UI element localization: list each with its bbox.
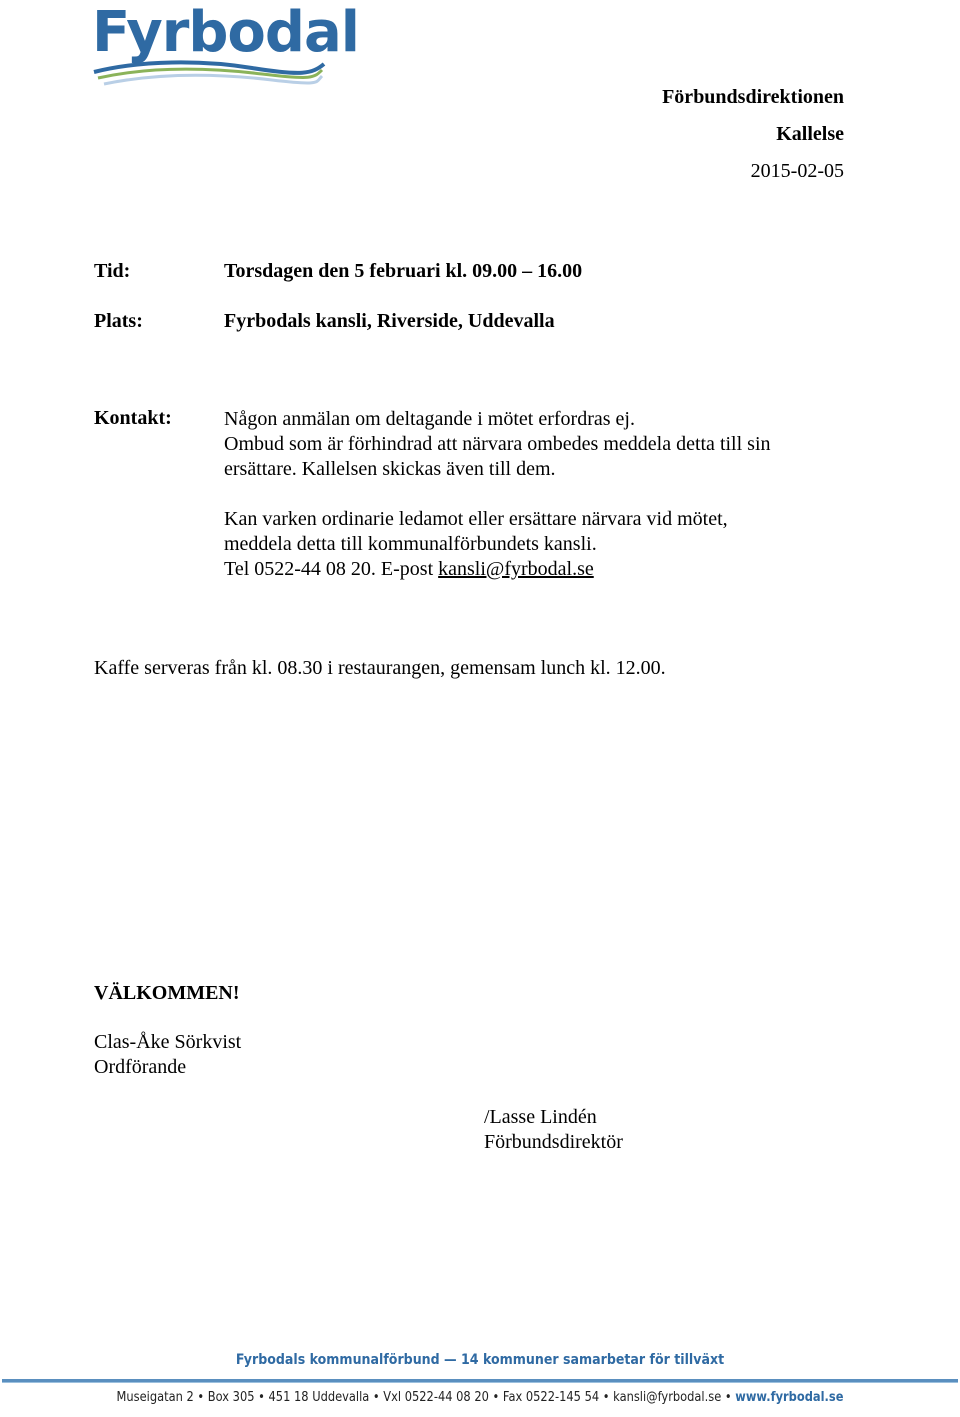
- phone-text: Tel 0522-44 08 20. E-post: [224, 558, 439, 580]
- footer-divider-light: [2, 1382, 958, 1383]
- logo-wordmark: Fyrbodal: [92, 0, 359, 65]
- contact-line: Kan varken ordinarie ledamot eller ersättare närvara vid mötet,: [224, 508, 728, 530]
- contact-line: ersättare. Kallelsen skickas även till dem.: [224, 458, 556, 480]
- footer-website-link[interactable]: www.fyrbodal.se: [735, 1390, 844, 1405]
- contact-phone-line: [224, 557, 864, 582]
- email-link[interactable]: kansli@fyrbodal.se: [438, 558, 594, 580]
- director-title: Förbundsdirektör: [484, 1131, 623, 1153]
- time-label: Tid:: [94, 260, 131, 282]
- footer-tagline: Fyrbodals kommunalförbund — 14 kommuner samarbetar för tillväxt: [235, 1352, 725, 1368]
- welcome-heading: VÄLKOMMEN!: [94, 982, 240, 1004]
- contact-line: Ombud som är förhindrad att närvara ombedes meddela detta till sin: [224, 433, 771, 455]
- contact-label: Kontakt:: [94, 407, 172, 429]
- contact-paragraph-1: [224, 407, 864, 482]
- signature-director: [484, 1105, 623, 1155]
- contact-paragraph-2: [224, 507, 864, 582]
- time-value: Torsdagen den 5 februari kl. 09.00 – 16.00: [224, 260, 583, 282]
- coffee-info: Kaffe serveras från kl. 08.30 i restaurangen, gemensam lunch kl. 12.00.: [94, 657, 666, 679]
- footer-address: [58, 1390, 903, 1405]
- signature-chair: [94, 1030, 241, 1080]
- director-name: /Lasse Lindén: [484, 1106, 597, 1128]
- document-type: Kallelse: [776, 123, 844, 145]
- document-date: 2015-02-05: [750, 160, 844, 182]
- contact-line: meddela detta till kommunalförbundets kansli.: [224, 533, 597, 555]
- logo-waves-icon: [92, 58, 328, 88]
- place-label: Plats:: [94, 310, 143, 332]
- chair-name: Clas-Åke Sörkvist: [94, 1031, 242, 1053]
- contact-line: Någon anmälan om deltagande i mötet erfordras ej.: [224, 408, 635, 430]
- place-value: Fyrbodals kansli, Riverside, Uddevalla: [224, 310, 555, 332]
- organ-title: Förbundsdirektionen: [662, 86, 844, 108]
- footer-address-text: Museigatan 2 • Box 305 • 451 18 Uddevalla • Vxl 0522-44 08 20 • Fax 0522-145 54 • kansli@fyrbodal.se •: [116, 1390, 736, 1405]
- fyrbodal-logo: [92, 0, 359, 92]
- chair-title: Ordförande: [94, 1056, 187, 1078]
